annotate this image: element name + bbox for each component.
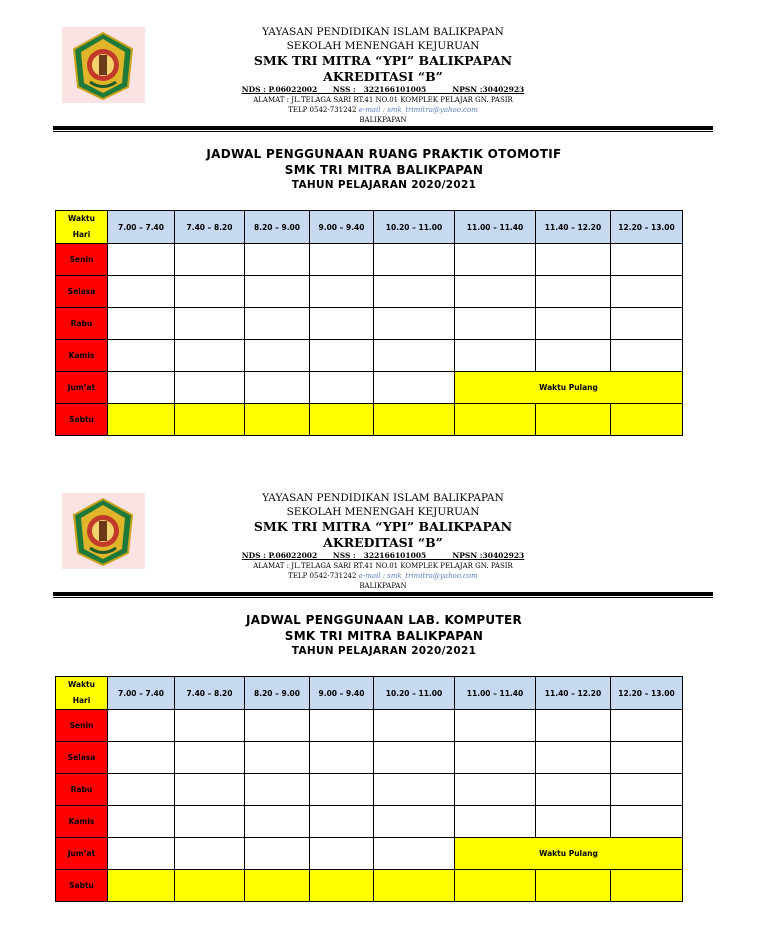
slot-cell bbox=[310, 372, 374, 404]
contact-line bbox=[200, 105, 566, 115]
phone-number: TELP 0542-731242 bbox=[288, 106, 359, 114]
waktu-pulang-cell: Waktu Pulang bbox=[455, 838, 683, 870]
slot-cell bbox=[455, 742, 536, 774]
slot-cell bbox=[611, 276, 683, 308]
table-row bbox=[56, 276, 683, 308]
slot-cell bbox=[245, 870, 310, 902]
slot-cell bbox=[374, 340, 455, 372]
corner-cell bbox=[56, 677, 108, 710]
school-crest-icon bbox=[62, 493, 145, 569]
slot-cell bbox=[175, 308, 245, 340]
slot-cell bbox=[374, 404, 455, 436]
slot-cell bbox=[536, 774, 611, 806]
time-header: 11.40 – 12.20 bbox=[536, 211, 611, 244]
slot-cell bbox=[374, 774, 455, 806]
day-cell: Kamis bbox=[56, 806, 108, 838]
table-row bbox=[56, 742, 683, 774]
slot-cell bbox=[108, 742, 175, 774]
schedule-table bbox=[55, 676, 683, 902]
header-row bbox=[56, 211, 683, 244]
slot-cell bbox=[611, 742, 683, 774]
time-header: 8.20 – 9.00 bbox=[245, 211, 310, 244]
schedule-title: JADWAL PENGGUNAAN RUANG PRAKTIK OTOMOTIF bbox=[206, 147, 562, 161]
slot-cell bbox=[455, 308, 536, 340]
time-header: 8.20 – 9.00 bbox=[245, 677, 310, 710]
slot-cell bbox=[175, 244, 245, 276]
school-address: ALAMAT : JL.TELAGA SARI RT.41 NO.01 KOMPLEK PELAJAR GN. PASIR bbox=[253, 96, 513, 104]
slot-cell bbox=[175, 774, 245, 806]
schedule-table bbox=[55, 210, 683, 436]
slot-cell bbox=[245, 340, 310, 372]
slot-cell bbox=[108, 838, 175, 870]
slot-cell bbox=[611, 308, 683, 340]
slot-cell bbox=[108, 340, 175, 372]
schedule-titles bbox=[134, 612, 634, 659]
slot-cell bbox=[175, 838, 245, 870]
slot-cell bbox=[611, 870, 683, 902]
slot-cell bbox=[455, 276, 536, 308]
slot-cell bbox=[245, 372, 310, 404]
table-row bbox=[56, 870, 683, 902]
day-cell: Kamis bbox=[56, 340, 108, 372]
slot-cell bbox=[374, 308, 455, 340]
schedule-title: JADWAL PENGGUNAAN LAB. KOMPUTER bbox=[245, 613, 523, 627]
day-cell: Rabu bbox=[56, 308, 108, 340]
slot-cell bbox=[536, 308, 611, 340]
slot-cell bbox=[310, 276, 374, 308]
slot-cell bbox=[108, 244, 175, 276]
slot-cell bbox=[536, 806, 611, 838]
corner-hari: Hari bbox=[72, 230, 91, 239]
slot-cell bbox=[245, 806, 310, 838]
slot-cell bbox=[455, 774, 536, 806]
slot-cell bbox=[374, 372, 455, 404]
slot-cell bbox=[455, 710, 536, 742]
time-header: 7.00 – 7.40 bbox=[108, 211, 175, 244]
time-header: 7.40 – 8.20 bbox=[175, 211, 245, 244]
foundation-name: YAYASAN PENDIDIKAN ISLAM BALIKPAPAN bbox=[262, 26, 504, 38]
school-ids: NDS : P.06022002 NSS : 322166101005 NPSN :30402923 bbox=[241, 85, 525, 94]
slot-cell bbox=[245, 710, 310, 742]
slot-cell bbox=[310, 742, 374, 774]
slot-cell bbox=[374, 742, 455, 774]
slot-cell bbox=[455, 404, 536, 436]
slot-cell bbox=[536, 870, 611, 902]
time-header: 9.00 – 9.40 bbox=[310, 677, 374, 710]
slot-cell bbox=[175, 276, 245, 308]
slot-cell bbox=[374, 870, 455, 902]
slot-cell bbox=[310, 404, 374, 436]
day-cell: Rabu bbox=[56, 774, 108, 806]
slot-cell bbox=[245, 404, 310, 436]
day-cell: Jum’at bbox=[56, 838, 108, 870]
table-row bbox=[56, 372, 683, 404]
corner-waktu: Waktu bbox=[68, 214, 95, 223]
school-name: SMK TRI MITRA “YPI” BALIKPAPAN bbox=[253, 53, 513, 68]
table-row bbox=[56, 308, 683, 340]
slot-cell bbox=[310, 806, 374, 838]
slot-cell bbox=[536, 244, 611, 276]
day-cell: Senin bbox=[56, 244, 108, 276]
time-header: 10.20 – 11.00 bbox=[374, 677, 455, 710]
schedule-year: TAHUN PELAJARAN 2020/2021 bbox=[291, 645, 477, 657]
slot-cell bbox=[310, 340, 374, 372]
table-row bbox=[56, 404, 683, 436]
time-header: 9.00 – 9.40 bbox=[310, 211, 374, 244]
contact-line bbox=[200, 571, 566, 581]
time-header: 10.20 – 11.00 bbox=[374, 211, 455, 244]
slot-cell bbox=[245, 838, 310, 870]
corner-cell bbox=[56, 211, 108, 244]
slot-cell bbox=[245, 774, 310, 806]
slot-cell bbox=[310, 774, 374, 806]
slot-cell bbox=[175, 710, 245, 742]
slot-cell bbox=[108, 372, 175, 404]
school-type: SEKOLAH MENENGAH KEJURUAN bbox=[286, 506, 480, 518]
slot-cell bbox=[108, 710, 175, 742]
slot-cell bbox=[374, 710, 455, 742]
table-row bbox=[56, 340, 683, 372]
letterhead bbox=[200, 25, 566, 125]
slot-cell bbox=[175, 742, 245, 774]
header-row bbox=[56, 677, 683, 710]
waktu-pulang-cell: Waktu Pulang bbox=[455, 372, 683, 404]
slot-cell bbox=[310, 710, 374, 742]
slot-cell bbox=[374, 838, 455, 870]
slot-cell bbox=[245, 276, 310, 308]
slot-cell bbox=[455, 340, 536, 372]
slot-cell bbox=[536, 276, 611, 308]
school-crest-icon bbox=[62, 27, 145, 103]
time-header: 7.40 – 8.20 bbox=[175, 677, 245, 710]
slot-cell bbox=[175, 372, 245, 404]
slot-cell bbox=[536, 710, 611, 742]
slot-cell bbox=[374, 244, 455, 276]
slot-cell bbox=[536, 742, 611, 774]
day-cell: Sabtu bbox=[56, 870, 108, 902]
table-row bbox=[56, 710, 683, 742]
slot-cell bbox=[310, 244, 374, 276]
time-header: 12.20 – 13.00 bbox=[611, 677, 683, 710]
slot-cell bbox=[536, 340, 611, 372]
email-address: e-mail : smk_trimitra@yahoo.com bbox=[358, 106, 478, 114]
slot-cell bbox=[455, 806, 536, 838]
school-type: SEKOLAH MENENGAH KEJURUAN bbox=[286, 40, 480, 52]
time-header: 11.40 – 12.20 bbox=[536, 677, 611, 710]
time-header: 12.20 – 13.00 bbox=[611, 211, 683, 244]
slot-cell bbox=[175, 870, 245, 902]
slot-cell bbox=[310, 838, 374, 870]
school-logo bbox=[62, 27, 145, 103]
slot-cell bbox=[455, 870, 536, 902]
slot-cell bbox=[108, 404, 175, 436]
slot-cell bbox=[611, 404, 683, 436]
slot-cell bbox=[611, 774, 683, 806]
day-cell: Jum’at bbox=[56, 372, 108, 404]
slot-cell bbox=[310, 308, 374, 340]
slot-cell bbox=[108, 308, 175, 340]
slot-cell bbox=[310, 870, 374, 902]
slot-cell bbox=[611, 340, 683, 372]
slot-cell bbox=[374, 276, 455, 308]
day-cell: Sabtu bbox=[56, 404, 108, 436]
slot-cell bbox=[175, 340, 245, 372]
time-header: 11.00 – 11.40 bbox=[455, 211, 536, 244]
slot-cell bbox=[175, 404, 245, 436]
slot-cell bbox=[455, 244, 536, 276]
schedule-school: SMK TRI MITRA BALIKPAPAN bbox=[284, 629, 484, 643]
table-row bbox=[56, 244, 683, 276]
time-header: 11.00 – 11.40 bbox=[455, 677, 536, 710]
slot-cell bbox=[108, 774, 175, 806]
divider-thick bbox=[53, 592, 713, 596]
slot-cell bbox=[108, 870, 175, 902]
divider-thin bbox=[53, 131, 713, 132]
slot-cell bbox=[611, 244, 683, 276]
table-row bbox=[56, 774, 683, 806]
corner-hari: Hari bbox=[72, 696, 91, 705]
accreditation: AKREDITASI “B” bbox=[323, 535, 443, 550]
foundation-name: YAYASAN PENDIDIKAN ISLAM BALIKPAPAN bbox=[262, 492, 504, 504]
city-name: BALIKPAPAN bbox=[359, 582, 407, 590]
slot-cell bbox=[175, 806, 245, 838]
slot-cell bbox=[374, 806, 455, 838]
school-logo bbox=[62, 493, 145, 569]
divider-thin bbox=[53, 597, 713, 598]
slot-cell bbox=[245, 244, 310, 276]
slot-cell bbox=[536, 404, 611, 436]
school-name: SMK TRI MITRA “YPI” BALIKPAPAN bbox=[253, 519, 513, 534]
table-row bbox=[56, 806, 683, 838]
city-name: BALIKPAPAN bbox=[359, 116, 407, 124]
school-address: ALAMAT : JL.TELAGA SARI RT.41 NO.01 KOMPLEK PELAJAR GN. PASIR bbox=[253, 562, 513, 570]
slot-cell bbox=[611, 710, 683, 742]
slot-cell bbox=[108, 806, 175, 838]
corner-waktu: Waktu bbox=[68, 680, 95, 689]
time-header: 7.00 – 7.40 bbox=[108, 677, 175, 710]
slot-cell bbox=[108, 276, 175, 308]
school-ids: NDS : P.06022002 NSS : 322166101005 NPSN :30402923 bbox=[241, 551, 525, 560]
email-address: e-mail : smk_trimitra@yahoo.com bbox=[358, 572, 478, 580]
day-cell: Selasa bbox=[56, 742, 108, 774]
table-row bbox=[56, 838, 683, 870]
schedule-titles bbox=[134, 146, 634, 193]
slot-cell bbox=[245, 308, 310, 340]
letterhead bbox=[200, 491, 566, 591]
slot-cell bbox=[245, 742, 310, 774]
slot-cell bbox=[611, 806, 683, 838]
accreditation: AKREDITASI “B” bbox=[323, 69, 443, 84]
day-cell: Selasa bbox=[56, 276, 108, 308]
schedule-school: SMK TRI MITRA BALIKPAPAN bbox=[284, 163, 484, 177]
divider-thick bbox=[53, 126, 713, 130]
phone-number: TELP 0542-731242 bbox=[288, 572, 359, 580]
day-cell: Senin bbox=[56, 710, 108, 742]
schedule-year: TAHUN PELAJARAN 2020/2021 bbox=[291, 179, 477, 191]
